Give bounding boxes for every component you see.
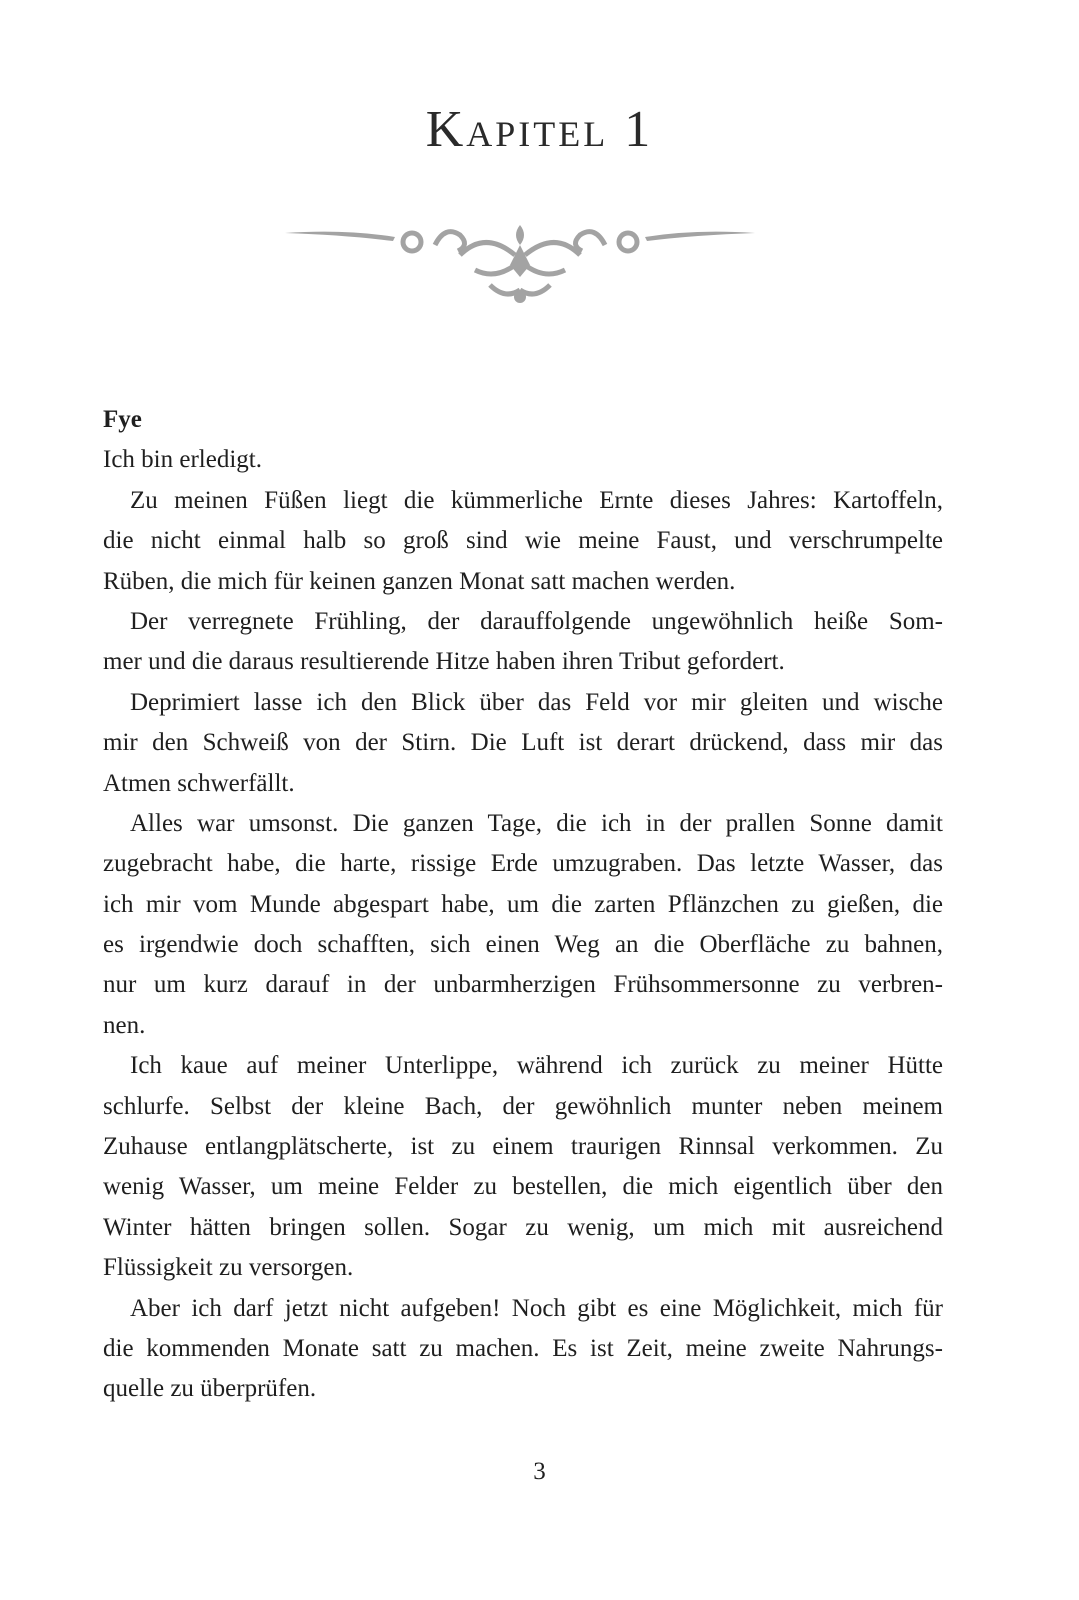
text-line: Ich kaue auf meiner Unterlippe, während ich zurück zu meiner Hütte: [130, 1052, 943, 1080]
text-line: Winter hätten bringen sollen. Sogar zu wenig, um mich mit ausreichend: [103, 1213, 943, 1241]
paragraph: [103, 1046, 943, 1288]
text-line: Flüssigkeit zu versorgen.: [103, 1254, 354, 1282]
text-line: nen.: [103, 1011, 146, 1039]
text-line: Atmen schwerfällt.: [103, 769, 295, 797]
ornament-divider-icon: [285, 215, 755, 310]
paragraph: [103, 1289, 943, 1410]
text-line: Rüben, die mich für keinen ganzen Monat satt machen werden.: [103, 567, 736, 595]
paragraph: [103, 804, 943, 1046]
paragraph: [103, 440, 943, 480]
text-line: mer und die daraus resultierende Hitze haben ihren Tribut gefordert.: [103, 648, 785, 676]
text-line: Deprimiert lasse ich den Blick über das Feld vor mir gleiten und wische: [130, 688, 943, 716]
text-line: ich mir vom Munde abgespart habe, um die zarten Pflänzchen zu gießen, die: [103, 890, 943, 918]
text-line: Aber ich darf jetzt nicht aufgeben! Noch gibt es eine Möglichkeit, mich für: [130, 1294, 943, 1322]
text-line: Zuhause entlangplätscherte, ist zu einem traurigen Rinnsal verkommen. Zu: [103, 1133, 943, 1161]
text-line: quelle zu überprüfen.: [103, 1375, 317, 1403]
paragraph: [103, 481, 943, 602]
text-line: die nicht einmal halb so groß sind wie meine Faust, und verschrumpelte: [103, 527, 943, 555]
text-line: nur um kurz darauf in der unbarmherzigen Frühsommersonne zu verbren-: [103, 971, 943, 999]
text-line: es irgendwie doch schafften, sich einen Weg an die Oberfläche zu bahnen,: [103, 931, 943, 959]
body-text: [103, 400, 943, 1410]
text-line: die kommenden Monate satt zu machen. Es ist Zeit, meine zweite Nahrungs-: [103, 1334, 943, 1362]
paragraph: [103, 602, 943, 683]
text-line: Ich bin erledigt.: [103, 446, 262, 474]
text-line: schlurfe. Selbst der kleine Bach, der gewöhnlich munter neben meinem: [103, 1092, 943, 1120]
text-line: Zu meinen Füßen liegt die kümmerliche Ernte dieses Jahres: Kartoffeln,: [130, 486, 943, 514]
chapter-title: Kapitel 1: [425, 101, 654, 158]
page-number: 3: [533, 1458, 546, 1485]
text-line: Der verregnete Frühling, der darauffolgende ungewöhnlich heiße Som-: [130, 607, 943, 635]
paragraph: [103, 683, 943, 804]
section-heading: Fye: [103, 406, 142, 433]
text-line: Alles war umsonst. Die ganzen Tage, die ich in der prallen Sonne damit: [130, 809, 943, 837]
text-line: mir den Schweiß von der Stirn. Die Luft ist derart drückend, dass mir das: [103, 729, 943, 757]
text-line: wenig Wasser, um meine Felder zu bestellen, die mich eigentlich über den: [103, 1173, 943, 1201]
text-line: zugebracht habe, die harte, rissige Erde umzugraben. Das letzte Wasser, das: [103, 850, 943, 878]
